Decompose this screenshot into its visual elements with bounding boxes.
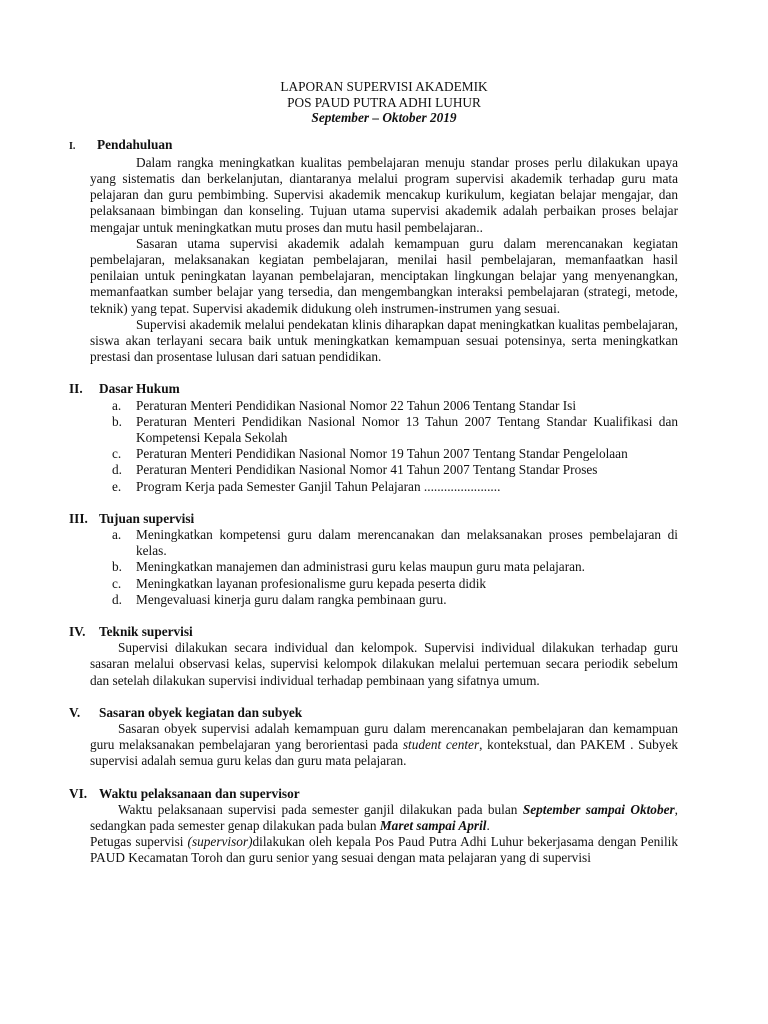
- paragraph: Sasaran obyek supervisi adalah kemampuan guru dalam merencanakan pembelajaran dan kemampuan guru melaksanakan pembelajaran yang berorientasi pada student center, kontekstual, dan PAKEM . Subyek supervisi adalah semua guru kelas dan guru mata pelajaran.: [90, 721, 678, 769]
- section-number: V.: [69, 704, 81, 720]
- section-number: III.: [69, 510, 88, 526]
- institution-name: POS PAUD PUTRA ADHI LUHUR: [287, 94, 481, 110]
- list-item: d. Peraturan Menteri Pendidikan Nasional Nomor 41 Tahun 2007 Tentang Standar Proses: [112, 462, 598, 478]
- section-title: Teknik supervisi: [99, 623, 193, 639]
- list-item: a. Meningkatkan kompetensi guru dalam merencanakan dan melaksanakan proses pembelajaran di kelas.: [112, 526, 678, 559]
- list-item: b. Meningkatkan manajemen dan administrasi guru kelas maupun guru mata pelajaran.: [112, 559, 585, 575]
- section-title: Waktu pelaksanaan dan supervisor: [99, 785, 300, 801]
- list-item: a. Peraturan Menteri Pendidikan Nasional Nomor 22 Tahun 2006 Tentang Standar Isi: [112, 397, 577, 413]
- list-item: c. Peraturan Menteri Pendidikan Nasional Nomor 19 Tahun 2007 Tentang Standar Pengelolaan: [112, 446, 628, 462]
- legal-basis-list: [90, 398, 678, 495]
- section-number: II.: [69, 381, 83, 397]
- section-heading: [69, 786, 678, 802]
- section-heading: [69, 511, 678, 527]
- section-title: Dasar Hukum: [99, 381, 180, 397]
- section-pendahuluan: [69, 136, 678, 366]
- list-item: b. Peraturan Menteri Pendidikan Nasional Nomor 13 Tahun 2007 Tentang Standar Kualifikasi dan Kompetensi Kepala Sekolah: [112, 413, 678, 445]
- section-title: Sasaran obyek kegiatan dan subyek: [99, 704, 303, 720]
- report-title: LAPORAN SUPERVISI AKADEMIK: [280, 79, 488, 94]
- report-period: September – Oktober 2019: [311, 110, 457, 125]
- section-heading: [69, 381, 678, 397]
- report-title-block: [90, 79, 678, 126]
- paragraph: Supervisi dilakukan secara individual dan kelompok. Supervisi individual dilakukan terhadap guru sasaran melalui observasi kelas, supervisi kelompok dilakukan melalui pertemuan secara periodik sebelum dan setelah dilakukan supervisi individual terhadap pembinaan yang sifatnya umum.: [90, 640, 678, 688]
- section-number: VI.: [69, 785, 88, 801]
- paragraph: Sasaran utama supervisi akademik adalah kemampuan guru dalam merencanakan kegiatan pembelajaran, melaksanakan kegiatan pembelajaran, menilai hasil pembelajaran, memanfaatkan hasil penilaian untuk peningkatan layanan pembelajaran, menciptakan lingkungan belajar yang menyenangkan, memanfaatkan sumber belajar yang tersedia, dan mengembangkan interaksi pembelajaran (strategi, metode, teknik) yang tepat. Supervisi akademik didukung oleh instrumen-instrumen yang sesuai.: [90, 235, 678, 316]
- objectives-list: [90, 527, 678, 608]
- section-number: I.: [69, 140, 76, 152]
- document-page: [69, 79, 678, 867]
- section-heading: [69, 705, 678, 721]
- paragraph: Dalam rangka meningkatkan kualitas pembelajaran menuju standar proses perlu dilakukan upaya yang sistematis dan berkelanjutan, diantaranya melalui program supervisi akademik terhadap guru mata pelajaran dan guru pembimbing. Supervisi akademik mencakup kurikulum, kegiatan belajar mengajar, dan pelaksanaan bimbingan dan konseling. Tujuan utama supervisi akademik adalah perbaikan proses belajar mengajar untuk meningkatkan mutu proses dan mutu hasil pembelajaran..: [90, 154, 678, 235]
- section-tujuan-supervisi: [69, 510, 678, 608]
- section-waktu-pelaksanaan: [69, 785, 678, 867]
- list-item: e. Program Kerja pada Semester Ganjil Tahun Pelajaran .......................: [112, 478, 501, 494]
- paragraph: Waktu pelaksanaan supervisi pada semester ganjil dilakukan pada bulan September sampai Oktober, sedangkan pada semester genap dilakukan pada bulan Maret sampai April.: [90, 801, 678, 834]
- section-heading: [69, 624, 678, 640]
- section-teknik-supervisi: [69, 623, 678, 689]
- list-item: d. Mengevaluasi kinerja guru dalam rangka pembinaan guru.: [112, 591, 447, 607]
- section-dasar-hukum: [69, 381, 678, 494]
- section-title: Pendahuluan: [97, 136, 173, 152]
- section-number: IV.: [69, 623, 86, 639]
- section-sasaran: [69, 704, 678, 770]
- list-item: c. Meningkatkan layanan profesionalisme guru kepada peserta didik: [112, 575, 487, 591]
- section-title: Tujuan supervisi: [99, 510, 195, 526]
- paragraph: Supervisi akademik melalui pendekatan klinis diharapkan dapat meningkatkan kualitas pembelajaran, siswa akan terlayani secara baik untuk meningkatkan kemampuan sesuai potensinya, serta meningkatkan prestasi dan prosentase lulusan dari satuan pendidikan.: [90, 316, 678, 365]
- paragraph: Petugas supervisi (supervisor)dilakukan oleh kepala Pos Paud Putra Adhi Luhur bekerjasama dengan Penilik PAUD Kecamatan Toroh dan guru senior yang sesuai dengan mata pelajaran yang di supervisi: [90, 834, 678, 866]
- section-heading: [69, 137, 678, 155]
